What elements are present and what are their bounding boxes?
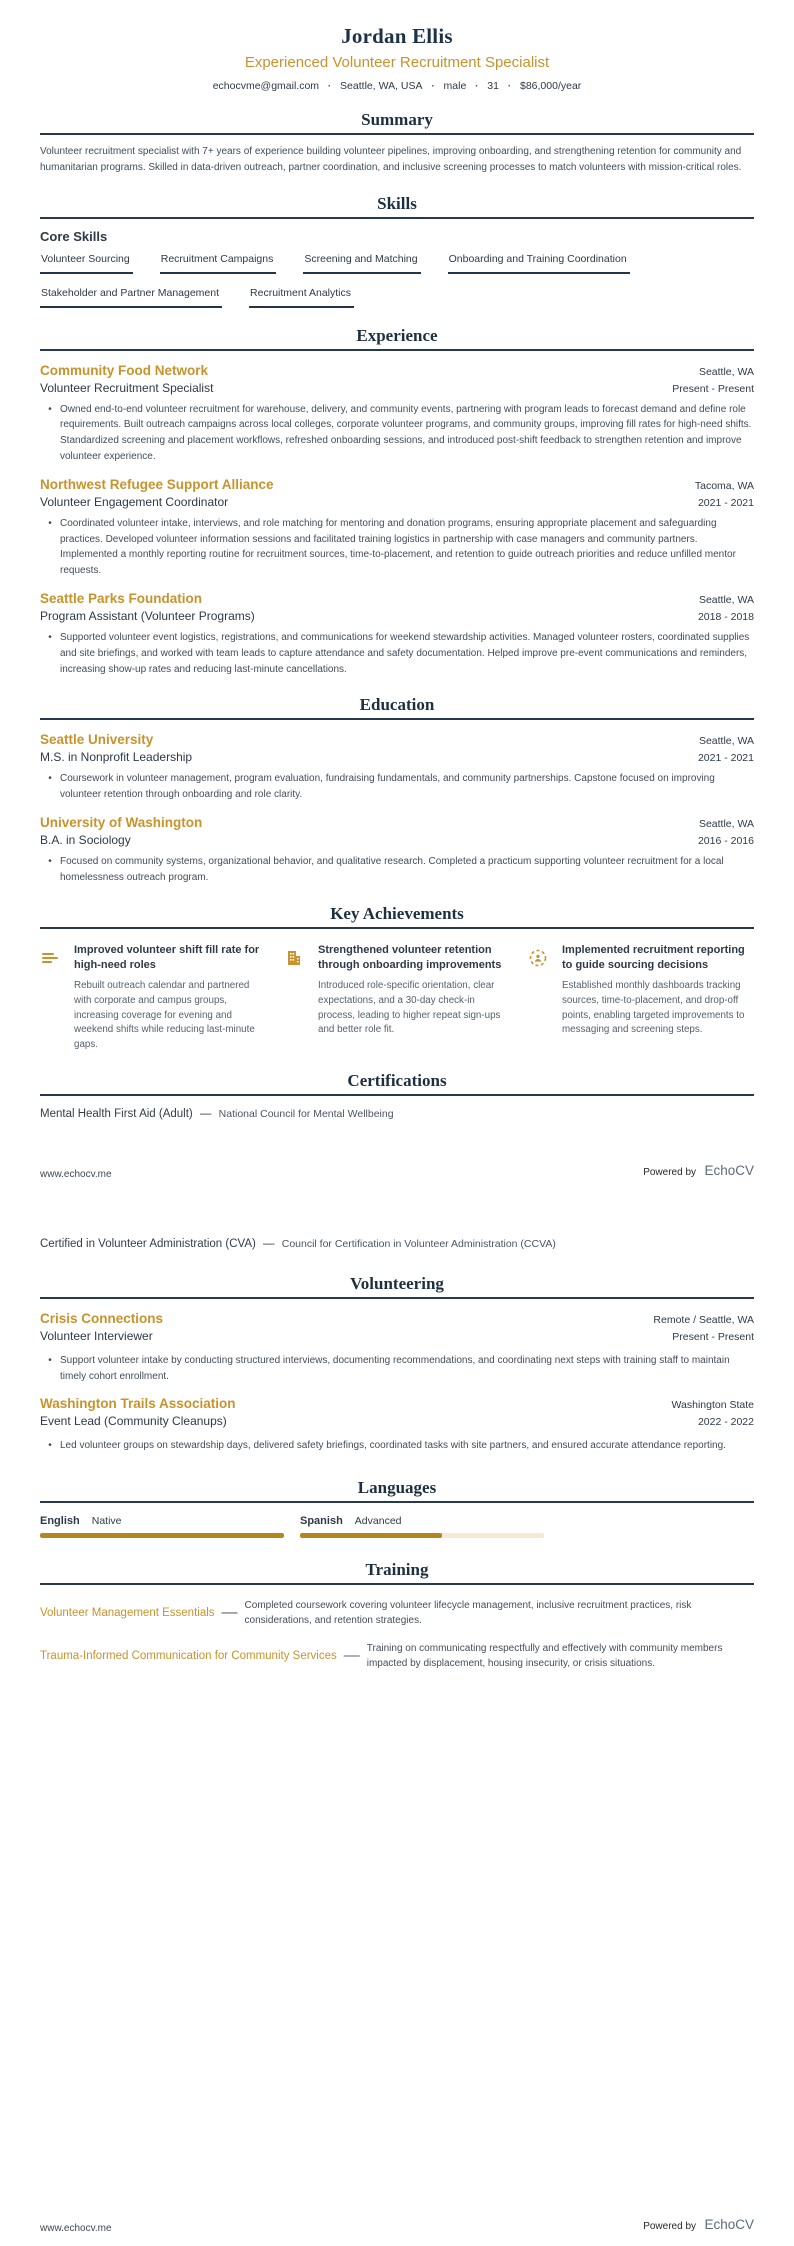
- volunteering-role: Event Lead (Community Cleanups): [40, 1414, 227, 1429]
- bullet-marker: •: [48, 631, 52, 643]
- education-location: Seattle, WA: [698, 735, 754, 748]
- achievement-title: Strengthened volunteer retention through onboarding improvements: [318, 943, 502, 971]
- section-divider: [40, 217, 754, 219]
- experience-location: Seattle, WA: [698, 365, 754, 378]
- volunteering-bullet: [40, 1438, 754, 1454]
- language-item: [300, 1515, 544, 1538]
- section-skills: [40, 194, 754, 308]
- education-heading: Education: [359, 695, 435, 715]
- section-divider: [40, 1297, 754, 1299]
- training-heading: Training: [365, 1560, 429, 1580]
- dot-separator: ·: [431, 81, 435, 91]
- language-level: Native: [91, 1515, 122, 1528]
- achievement-description: Introduced role-specific orientation, clear expectations, and a 30-day check-in process, leading to higher repeat sign-ups and better role fit.: [318, 980, 501, 1036]
- section-education: [40, 695, 754, 885]
- bullet-marker: •: [48, 1354, 52, 1366]
- dash-separator: —: [263, 1237, 275, 1250]
- achievements-grid: [40, 943, 754, 1053]
- bullet-marker: •: [48, 517, 52, 529]
- dot-separator: ·: [328, 81, 332, 91]
- experience-org: Northwest Refugee Support Alliance: [40, 476, 274, 492]
- achievements-heading: Key Achievements: [330, 903, 464, 923]
- experience-dates: 2021 - 2021: [697, 496, 754, 509]
- volunteering-entry: [40, 1396, 754, 1454]
- page-footer: [40, 2216, 754, 2234]
- education-school: University of Washington: [40, 814, 203, 830]
- achievement-description: Rebuilt outreach calendar and partnered with corporate and campus groups, increasing coverage for evening and weekend shifts while reducing last-minute gaps.: [74, 980, 255, 1051]
- experience-entry: [40, 363, 754, 465]
- contact-salary: $86,000/year: [519, 80, 582, 92]
- person-name: Jordan Ellis: [341, 24, 453, 48]
- language-name: Spanish: [300, 1515, 343, 1528]
- volunteering-location: Washington State: [671, 1399, 754, 1412]
- bullet-marker: •: [48, 403, 52, 415]
- experience-heading: Experience: [356, 325, 438, 345]
- volunteering-role: Volunteer Interviewer: [40, 1328, 153, 1343]
- dot-separator: ·: [475, 81, 479, 91]
- skills-group-title: Core Skills: [40, 228, 108, 244]
- summary-text: Volunteer recruitment specialist with 7+ years of experience building volunteer pipelines, improving onboarding, and strengthening retention for community and humanitarian programs. Skilled in data-driven outreach, partner coordination, and inclusive screening processes to match volunteers with mission-critical roles.: [40, 146, 742, 173]
- certification-item: [40, 1238, 754, 1250]
- achievement-card: [40, 943, 266, 1053]
- education-school: Seattle University: [40, 732, 154, 748]
- education-degree: B.A. in Sociology: [40, 832, 131, 847]
- section-divider: [40, 133, 754, 135]
- experience-bullet-text: Supported volunteer event logistics, registrations, and communications for weekend stewardship activities. Managed volunteer rosters, coordinated supplies and site briefings, and worked with team leads to capture attendance and safety documentation. Helped improve pre-event communications and reminders, increasing show-up rates and reducing last-minute cancellations.: [60, 631, 750, 675]
- skills-list: [40, 253, 754, 308]
- experience-entry: [40, 477, 754, 579]
- skill-item: Volunteer Sourcing: [40, 253, 133, 274]
- footer-site-url[interactable]: www.echocv.me: [40, 2223, 112, 2234]
- training-description: Training on communicating respectfully and effectively with community members impacted by displacement, housing insecurity, or crisis situations.: [366, 1643, 723, 1670]
- user-focus-icon: [528, 948, 562, 968]
- education-entry: [40, 815, 754, 886]
- training-name: Volunteer Management Essentials: [40, 1607, 215, 1620]
- section-training: [40, 1560, 754, 1671]
- skills-heading: Skills: [377, 193, 417, 213]
- education-degree: M.S. in Nonprofit Leadership: [40, 750, 193, 765]
- experience-location: Tacoma, WA: [694, 479, 754, 492]
- dash-separator: —: [199, 1107, 212, 1120]
- experience-bullet: [40, 630, 754, 677]
- skill-item: Recruitment Campaigns: [160, 253, 277, 274]
- experience-org: Seattle Parks Foundation: [40, 590, 203, 606]
- dot-separator: ·: [507, 81, 511, 91]
- section-volunteering: [40, 1274, 754, 1454]
- language-level: Advanced: [354, 1515, 402, 1528]
- section-divider: [40, 1501, 754, 1503]
- bullet-marker: •: [48, 773, 52, 785]
- section-languages: [40, 1478, 754, 1538]
- resume-header: [40, 0, 754, 92]
- experience-bullet: [40, 402, 754, 465]
- certification-name: Mental Health First Aid (Adult): [40, 1107, 193, 1120]
- volunteering-bullet-text: Support volunteer intake by conducting structured interviews, documenting recommendations, and coordinating next steps with training staff to maintain timely cohort enrollment.: [60, 1354, 730, 1382]
- language-bar: [40, 1533, 284, 1538]
- building-icon: [284, 948, 318, 968]
- training-item: [40, 1641, 754, 1671]
- volunteering-entry: [40, 1311, 754, 1385]
- section-divider: [40, 349, 754, 351]
- experience-bullet: [40, 516, 754, 579]
- language-name: English: [40, 1515, 80, 1528]
- experience-bullet-text: Owned end-to-end volunteer recruitment for warehouse, delivery, and community events, partnering with program leads to forecast demand and define role requirements. Built outreach campaigns across local colleges, corporate volunteer programs, and community groups, improving fill rates for high-need shifts. Standardized screening and placement workflows, refreshed onboarding sessions, and introduced post-shift feedback to strengthen retention and improve volunteer experience.: [60, 403, 752, 462]
- contact-email[interactable]: echocvme@gmail.com: [212, 80, 320, 92]
- section-certifications: [40, 1071, 754, 1120]
- dash-separator: —: [221, 1604, 238, 1622]
- experience-dates: 2018 - 2018: [697, 610, 754, 623]
- summary-heading: Summary: [361, 110, 433, 129]
- training-name: Trauma-Informed Communication for Community Services: [40, 1650, 337, 1663]
- experience-location: Seattle, WA: [698, 593, 754, 606]
- dash-separator: —: [343, 1647, 360, 1665]
- education-dates: 2016 - 2016: [697, 834, 754, 847]
- certification-issuer: Council for Certification in Volunteer Administration (CCVA): [281, 1237, 556, 1250]
- education-bullet-text: Coursework in volunteer management, program evaluation, fundraising fundamentals, and community partnerships. Capstone focused on improving volunteer retention through onboarding and role clarity.: [60, 773, 715, 801]
- bullet-marker: •: [48, 1440, 52, 1452]
- education-bullet: [40, 771, 754, 803]
- education-bullet: [40, 854, 754, 886]
- contact-gender: male: [443, 80, 467, 92]
- experience-role: Volunteer Recruitment Specialist: [40, 380, 214, 395]
- skill-item: Recruitment Analytics: [249, 287, 354, 308]
- footer-brand[interactable]: EchoCV: [704, 2217, 754, 2232]
- section-divider: [40, 927, 754, 929]
- training-description: Completed coursework covering volunteer lifecycle management, inclusive recruitment practices, risk considerations, and retention strategies.: [244, 1600, 692, 1627]
- education-entry: [40, 732, 754, 803]
- skill-item: Onboarding and Training Coordination: [448, 253, 630, 274]
- volunteering-location: Remote / Seattle, WA: [653, 1313, 754, 1326]
- volunteering-bullet: [40, 1353, 754, 1385]
- certification-item: [40, 1108, 754, 1120]
- experience-org: Community Food Network: [40, 362, 208, 378]
- align-left-icon: [40, 948, 74, 968]
- achievement-description: Established monthly dashboards tracking sources, time-to-placement, and drop-off points, enabling targeted improvements to messaging and screening steps.: [562, 980, 745, 1036]
- page-footer: [40, 1162, 754, 1180]
- achievement-title: Implemented recruitment reporting to guide sourcing decisions: [562, 943, 745, 971]
- certification-issuer: National Council for Mental Wellbeing: [218, 1107, 394, 1120]
- footer-powered-by: Powered by: [643, 1166, 697, 1178]
- experience-role: Program Assistant (Volunteer Programs): [40, 608, 255, 623]
- volunteering-org: Crisis Connections: [40, 1310, 164, 1326]
- contact-line: [40, 80, 754, 92]
- person-headline: Experienced Volunteer Recruitment Specialist: [244, 54, 550, 71]
- contact-age: 31: [487, 80, 499, 92]
- language-bar-fill: [40, 1533, 284, 1538]
- section-experience: [40, 326, 754, 678]
- skill-item: Screening and Matching: [303, 253, 420, 274]
- experience-bullet-text: Coordinated volunteer intake, interviews, and role matching for mentoring and donation programs, ensuring appropriate placement and safeguarding practices. Developed volunteer information sessions and facilitated training logistics in partnership with case managers and community partners. Implemented a monthly reporting routine for recruitment sources, time-to-placement, and retention to guide outreach priorities and reduce unfilled mentor requests.: [60, 517, 736, 577]
- certification-name: Certified in Volunteer Administration (CVA): [40, 1237, 256, 1250]
- achievement-card: [284, 943, 510, 1053]
- languages-heading: Languages: [357, 1478, 437, 1498]
- language-item: [40, 1515, 284, 1538]
- section-divider: [40, 1583, 754, 1585]
- experience-entry: [40, 591, 754, 677]
- education-dates: 2021 - 2021: [697, 752, 754, 765]
- volunteering-dates: 2022 - 2022: [697, 1416, 754, 1429]
- volunteering-dates: Present - Present: [672, 1330, 754, 1343]
- experience-role: Volunteer Engagement Coordinator: [40, 494, 229, 509]
- section-achievements: [40, 904, 754, 1053]
- education-bullet-text: Focused on community systems, organizational behavior, and qualitative research. Completed a practicum supporting volunteer recruitment for a local homelessness outreach program.: [60, 855, 724, 883]
- volunteering-heading: Volunteering: [350, 1273, 444, 1293]
- training-item: [40, 1598, 754, 1628]
- footer-powered-by: Powered by: [643, 2221, 697, 2232]
- certifications-heading: Certifications: [347, 1070, 447, 1090]
- footer-brand[interactable]: EchoCV: [704, 1162, 754, 1178]
- achievement-card: [528, 943, 754, 1053]
- volunteering-bullet-text: Led volunteer groups on stewardship days, delivered safety briefings, coordinated tasks with site partners, and ensured accurate attendance reporting.: [60, 1440, 726, 1452]
- education-location: Seattle, WA: [698, 817, 754, 830]
- skill-item: Stakeholder and Partner Management: [40, 287, 222, 308]
- experience-dates: Present - Present: [672, 382, 754, 395]
- achievement-title: Improved volunteer shift fill rate for high-need roles: [74, 943, 260, 971]
- section-summary: [40, 110, 754, 176]
- volunteering-org: Washington Trails Association: [40, 1396, 236, 1412]
- section-divider: [40, 718, 754, 720]
- contact-location: Seattle, WA, USA: [340, 80, 423, 92]
- footer-site-url[interactable]: www.echocv.me: [40, 1168, 112, 1180]
- language-bar: [300, 1533, 544, 1538]
- language-bar-fill: [300, 1533, 442, 1538]
- languages-list: [40, 1515, 754, 1538]
- section-divider: [40, 1094, 754, 1096]
- bullet-marker: •: [48, 855, 52, 867]
